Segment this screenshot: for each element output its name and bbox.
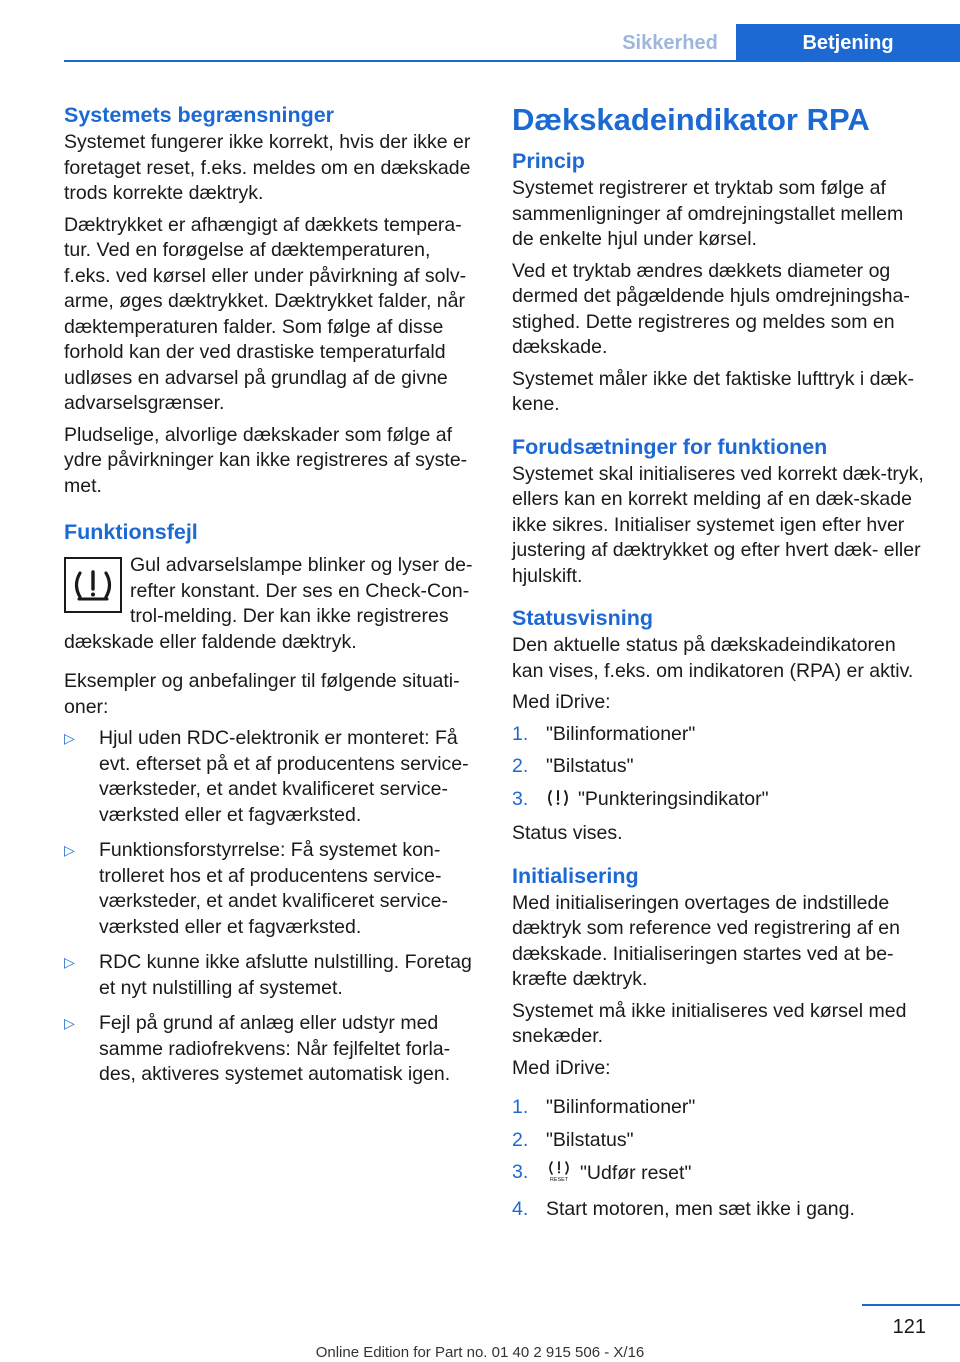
list-item: ▷ Hjul uden RDC-elektronik er monteret: Få evt. efterset på et af producentens service‐værksteder, et andet kvalificeret service‐værksted eller et fagværksted. xyxy=(64,727,469,826)
list-item: 2. "Bilstatus" xyxy=(512,755,634,777)
status-idrive-label: Med iDrive: xyxy=(512,691,611,713)
malfunction-heading: Funktionsfejl xyxy=(64,520,198,544)
malfunction-warning-tail: dækskade eller faldende dæktryk. xyxy=(64,630,357,653)
tire-reset-icon xyxy=(546,1160,572,1190)
principle-paragraph-1: Systemet registrerer et tryktab som følge af sammenligninger af omdrejningstallet mellem de enkelte hjul under kørsel. xyxy=(512,177,904,250)
tab-betjening[interactable]: Betjening xyxy=(736,24,960,62)
list-item: ▷ Fejl på grund af anlæg eller udstyr med samme radiofrekvens: Når fejlfeltet forla‐des, aktiveres systemet automatisk igen. xyxy=(64,1012,451,1085)
section-title: Dækskadeindikator RPA xyxy=(512,102,870,137)
principle-paragraph-3: Systemet måler ikke det faktiske lufttryk i dæk‐kene. xyxy=(512,367,915,415)
malfunction-warning xyxy=(64,553,480,655)
list-item: 3. "Punkteringsindikator" xyxy=(512,787,928,816)
status-heading: Statusvisning xyxy=(512,606,653,630)
page-number: 121 xyxy=(892,1316,926,1338)
tab-sikkerhed[interactable]: Sikkerhed xyxy=(622,32,718,54)
status-paragraph: Den aktuelle status på dækskadeindikatoren kan vises, f.eks. om indikatoren (RPA) er aktiv. xyxy=(512,634,914,682)
status-steps xyxy=(512,722,928,816)
initialisation-heading: Initialisering xyxy=(512,863,639,888)
prerequisites-paragraph: Systemet skal initialiseres ved korrekt dæk‐tryk, ellers kan en korrekt melding af en dæk‐skade ikke sikres. Initialiser systemet igen efter hver justering af dæktrykket og efter hvert dæk- eller hjulskift. xyxy=(512,462,924,587)
principle-heading: Princip xyxy=(512,149,585,173)
prerequisites-heading: Forudsætninger for funktionen xyxy=(512,434,828,459)
principle-paragraph-2: Ved et tryktab ændres dækkets diameter og dermed det pågældende hjuls omdrejningsha‐stighed. Dette registreres og meldes som en dækskade. xyxy=(512,259,910,358)
triangle-bullet-icon: ▷ xyxy=(64,730,75,746)
examples-intro: Eksempler og anbefalinger til følgende situati‐oner: xyxy=(64,670,460,718)
header-rule xyxy=(64,60,960,62)
svg-text:RESET: RESET xyxy=(549,1177,569,1182)
limits-paragraph-2: Dæktrykket er afhængigt af dækkets tempera‐tur. Ved en forøgelse af dæktemperaturen, f.eks. ved kørsel eller under påvirkning af solv‐arme, øges dæktrykket. Dæktrykket falder, når dæktemperaturen falder. Som følge af disse forhold kan der ved drastiske temperaturfald udløses en advarsel på grundlag af de givne advarselsgrænser. xyxy=(64,213,467,414)
tire-pressure-icon xyxy=(546,788,570,816)
footer-edition: Online Edition for Part no. 01 40 2 915 506 - X/16 xyxy=(315,1344,645,1361)
initialisation-paragraph-2: Systemet må ikke initialiseres ved kørsel med snekæder. xyxy=(512,999,907,1047)
list-item: ▷ RDC kunne ikke afslutte nulstilling. Foretag et nyt nulstilling af systemet. xyxy=(64,951,472,999)
malfunction-warning-text: Gul advarselslampe blinker og lyser de‐refter konstant. Der ses en Check-Con‐trol-melding. Der kan ikke registreres xyxy=(130,554,473,627)
footer-rule xyxy=(862,1304,960,1306)
list-item: ▷ Funktionsforstyrrelse: Få systemet kon‐trolleret hos et af producentens service‐værksteder, et andet kvalificeret service‐værksted eller et fagværksted. xyxy=(64,839,448,938)
initialisation-idrive-label: Med iDrive: xyxy=(512,1056,611,1079)
limits-heading: Systemets begrænsninger xyxy=(64,103,335,127)
initialisation-paragraph-1: Med initialiseringen overtages de indstillede dæktryk som reference ved registrering af en dækskade. Initialiseringen startes ved at be‐kræfte dæktryk. xyxy=(512,891,901,990)
list-item: 2. "Bilstatus" xyxy=(512,1128,634,1151)
triangle-bullet-icon: ▷ xyxy=(64,842,75,858)
list-item: 4. Start motoren, men sæt ikke i gang. xyxy=(512,1197,855,1220)
initialisation-steps xyxy=(512,1095,928,1222)
list-item: 3. RESET "Udfør reset" xyxy=(512,1160,928,1190)
list-item: 1. "Bilinformationer" xyxy=(512,1096,696,1118)
triangle-bullet-icon: ▷ xyxy=(64,1015,75,1031)
triangle-bullet-icon: ▷ xyxy=(64,954,75,970)
limits-paragraph-1: Systemet fungerer ikke korrekt, hvis der ikke er foretaget reset, f.eks. meldes om en dækskade trods korrekte dæktryk. xyxy=(64,131,471,204)
list-item: 1. "Bilinformationer" xyxy=(512,722,696,745)
right-column xyxy=(512,100,928,1222)
left-column xyxy=(64,100,480,1088)
status-result: Status vises. xyxy=(512,822,623,844)
limits-paragraph-3: Pludselige, alvorlige dækskader som følge af ydre påvirkninger kan ikke registreres af syste‐met. xyxy=(64,423,468,497)
tire-pressure-warning-icon xyxy=(64,557,122,613)
examples-list xyxy=(64,726,480,1088)
